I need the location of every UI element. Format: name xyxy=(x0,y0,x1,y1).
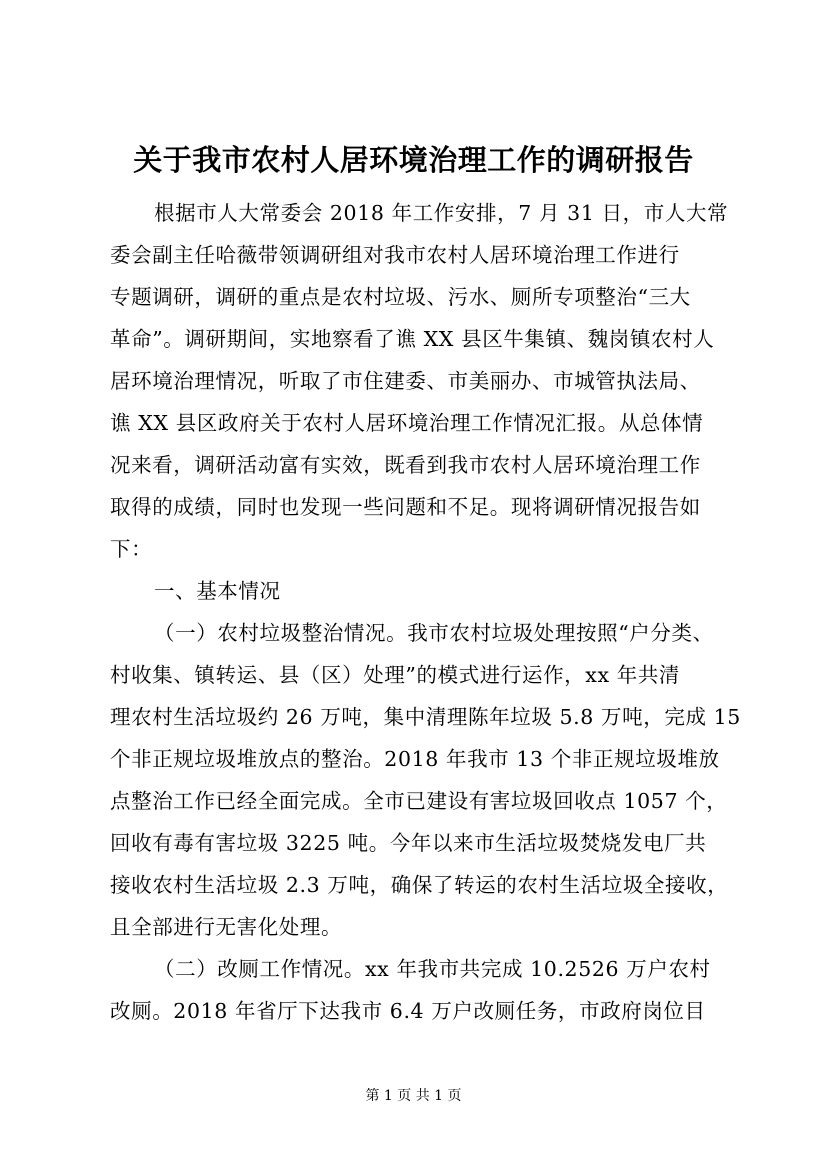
paragraph-line: 回收有毒有害垃圾 3225 吨。今年以来市生活垃圾焚烧发电厂共 xyxy=(110,831,707,855)
paragraph-line: 且全部进行无害化处理。 xyxy=(110,915,343,939)
paragraph-line: 居环境治理情况，听取了市住建委、市美丽办、市城管执法局、 xyxy=(110,369,701,393)
section-heading: 一、基本情况 xyxy=(154,579,281,603)
paragraph-line: （一）农村垃圾整治情况。我市农村垃圾处理按照“户分类、 xyxy=(154,621,714,645)
paragraph-line: 个非正规垃圾堆放点的整治。2018 年我市 13 个非正规垃圾堆放 xyxy=(110,747,720,771)
paragraph-line: 取得的成绩，同时也发现一些问题和不足。现将调研情况报告如 xyxy=(110,495,701,519)
paragraph-line: 革命”。调研期间，实地察看了谯 XX 县区牛集镇、魏岗镇农村人 xyxy=(110,327,715,351)
paragraph-line: 根据市人大常委会 2018 年工作安排，7 月 31 日，市人大常 xyxy=(154,201,729,225)
paragraph-line: 下： xyxy=(110,537,153,561)
paragraph-line: 理农村生活垃圾约 26 万吨，集中清理陈年垃圾 5.8 万吨，完成 15 xyxy=(110,705,741,729)
paragraph-line: 委会副主任哈薇带领调研组对我市农村人居环境治理工作进行 xyxy=(110,243,680,267)
paragraph-line: 谯 XX 县区政府关于农村人居环境治理工作情况汇报。从总体情 xyxy=(110,411,704,435)
paragraph-line: 专题调研，调研的重点是农村垃圾、污水、厕所专项整治“三大 xyxy=(110,285,691,309)
paragraph-line: 接收农村生活垃圾 2.3 万吨，确保了转运的农村生活垃圾全接收， xyxy=(110,873,729,897)
document-title: 关于我市农村人居环境治理工作的调研报告 xyxy=(133,143,694,177)
paragraph-line: （二）改厕工作情况。xx 年我市共完成 10.2526 万户农村 xyxy=(154,957,711,981)
paragraph-line: 改厕。2018 年省厅下达我市 6.4 万户改厕任务，市政府岗位目 xyxy=(110,999,706,1023)
paragraph-line: 况来看，调研活动富有实效，既看到我市农村人居环境治理工作 xyxy=(110,453,701,477)
paragraph-line: 点整治工作已经全面完成。全市已建设有害垃圾回收点 1057 个， xyxy=(110,789,728,813)
page-footer: 第 1 页 共 1 页 xyxy=(365,1088,462,1104)
paragraph-line: 村收集、镇转运、县（区）处理”的模式进行运作，xx 年共清 xyxy=(110,663,681,687)
